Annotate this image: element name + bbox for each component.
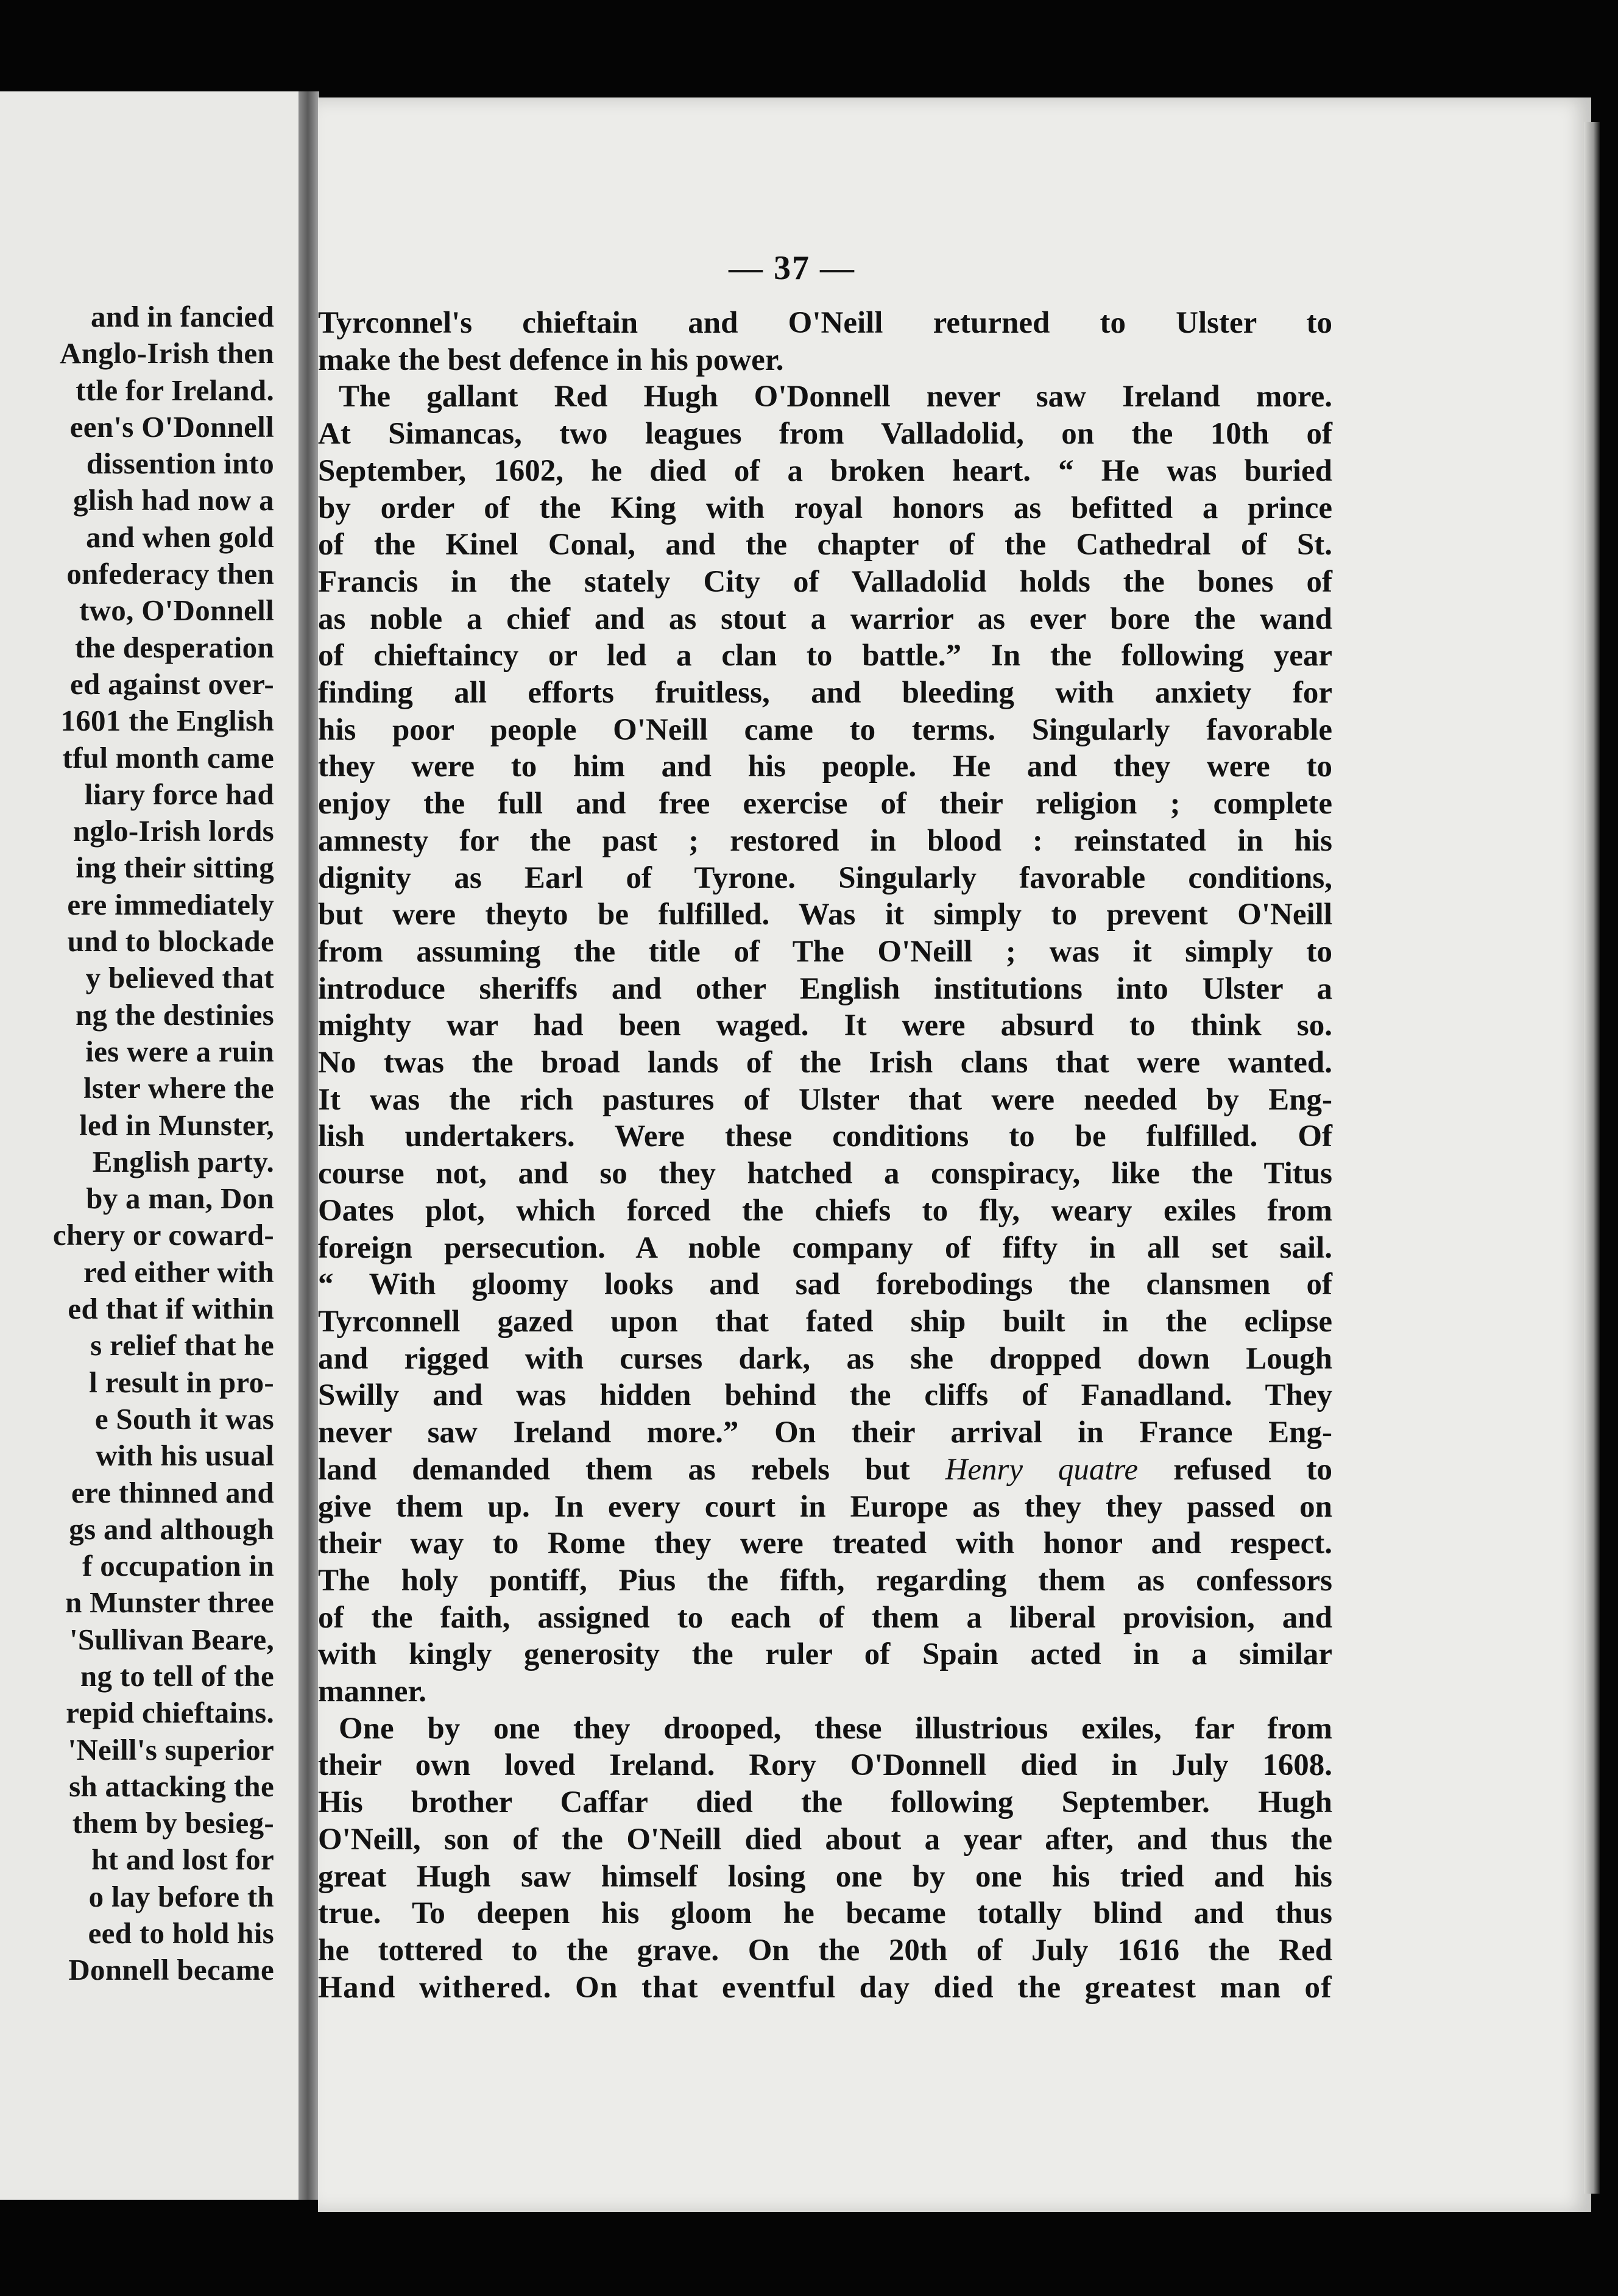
text-line: and rigged with curses dark, as she dropped down Lough — [318, 1341, 1332, 1376]
left-text-line: 1601 the English — [60, 704, 274, 738]
left-text-line: ng the destinies — [75, 997, 274, 1032]
text-line: his poor people O'Neill came to terms. Singularly favorable — [318, 712, 1332, 747]
left-text-line: red either with — [83, 1255, 274, 1289]
text-line: Oates plot, which forced the chiefs to fly, weary exiles from — [318, 1193, 1332, 1228]
text-line: foreign persecution. A noble company of fifty in all set sail. — [318, 1230, 1332, 1265]
left-page — [0, 91, 305, 2200]
left-text-line: ies were a ruin — [85, 1034, 274, 1068]
left-text-line: English party. — [92, 1144, 274, 1178]
text-line: Hand withered. On that eventful day died the greatest man of — [318, 1970, 1332, 2005]
page-number: — 37 — — [729, 249, 855, 287]
left-text-line: 'Sullivan Beare, — [69, 1622, 274, 1656]
text-line: O'Neill, son of the O'Neill died about a year after, and thus the — [318, 1822, 1332, 1857]
text-line: great Hugh saw himself losing one by one his tried and his — [318, 1859, 1332, 1894]
left-text-line: Anglo-Irish then — [60, 336, 274, 370]
italic-phrase: Henry quatre — [945, 1452, 1139, 1487]
left-text-line: n Munster three — [65, 1586, 274, 1620]
text-line: introduce sheriffs and other English institutions into Ulster a — [318, 971, 1332, 1006]
left-text-line: sh attacking the — [69, 1769, 274, 1803]
text-line: The holy pontiff, Pius the fifth, regarding them as confessors — [318, 1563, 1332, 1598]
text-line: Francis in the stately City of Valladolid holds the bones of — [318, 564, 1332, 599]
left-text-line: een's O'Donnell — [69, 409, 274, 444]
left-text-line: glish had now a — [73, 483, 274, 517]
text-line: It was the rich pastures of Ulster that were needed by Eng- — [318, 1082, 1332, 1117]
left-text-line: onfederacy then — [66, 557, 274, 591]
text-line: but were theyto be fulfilled. Was it simply to prevent O'Neill — [318, 898, 1332, 932]
left-text-line: chery or coward- — [52, 1218, 274, 1252]
left-text-line: ing their sitting — [76, 851, 274, 885]
left-text-line: repid chieftains. — [66, 1696, 274, 1730]
text-line: manner. — [318, 1674, 427, 1709]
text-line: At Simancas, two leagues from Valladolid, on the 10th of — [318, 417, 1332, 452]
text-line: “ With gloomy looks and sad forebodings the clansmen of — [318, 1267, 1332, 1302]
book-gutter — [299, 91, 319, 2200]
left-text-line: gs and although — [69, 1512, 274, 1546]
page-edge-shadow — [1584, 122, 1600, 2194]
text-line: course not, and so they hatched a conspiracy, like the Titus — [318, 1157, 1332, 1191]
text-line: as noble a chief and as stout a warrior as ever bore the wand — [318, 601, 1332, 636]
text-line: amnesty for the past ; restored in blood : reinstated in his — [318, 823, 1332, 858]
text-line: One by one they drooped, these illustrious exiles, far from — [339, 1711, 1332, 1746]
text-line: make the best defence in his power. — [318, 342, 784, 377]
text-line: their way to Rome they were treated with honor and respect. — [318, 1526, 1332, 1561]
left-text-line: nglo-Irish lords — [72, 814, 274, 848]
left-text-line: s relief that he — [90, 1328, 274, 1362]
text-line: The gallant Red Hugh O'Donnell never saw Ireland more. — [339, 380, 1332, 414]
text-line: from assuming the title of The O'Neill ; was it simply to — [318, 934, 1332, 969]
left-text-line: eed to hold his — [88, 1916, 274, 1951]
left-text-line: ed that if within — [68, 1292, 274, 1326]
text-line — [318, 1451, 1332, 1489]
text-line: His brother Caffar died the following September. Hugh — [318, 1785, 1332, 1820]
left-text-line: y believed that — [85, 961, 274, 995]
left-text-line: led in Munster, — [79, 1108, 274, 1142]
left-text-line: with his usual — [96, 1439, 274, 1473]
left-text-line: ed against over- — [69, 667, 274, 701]
left-text-line: and when gold — [86, 520, 274, 554]
text-segment: land demanded them as rebels but — [318, 1452, 910, 1487]
left-text-line: ng to tell of the — [80, 1659, 274, 1693]
left-text-line: ere thinned and — [71, 1475, 274, 1509]
left-text-line: ere immediately — [67, 887, 274, 921]
left-text-line: by a man, Don — [86, 1182, 274, 1216]
text-line: Tyrconnell gazed upon that fated ship built in the eclipse — [318, 1304, 1332, 1339]
left-text-line: tful month came — [62, 740, 274, 774]
left-text-line: and in fancied — [91, 300, 274, 333]
left-page-text-column — [0, 299, 274, 1989]
text-line: of the faith, assigned to each of them a liberal provision, and — [318, 1600, 1332, 1635]
left-text-line: lster where the — [83, 1071, 274, 1105]
left-text-line: e South it was — [94, 1401, 274, 1436]
text-line: Swilly and was hidden behind the cliffs of Fanadland. They — [318, 1378, 1332, 1413]
text-line: enjoy the full and free exercise of their religion ; complete — [318, 787, 1332, 821]
left-text-line: liary force had — [84, 777, 274, 811]
left-text-line: f occupation in — [82, 1549, 274, 1583]
text-segment: refused to — [1173, 1452, 1333, 1487]
left-text-line: o lay before th — [88, 1879, 274, 1913]
text-line: their own loved Ireland. Rory O'Donnell died in July 1608. — [318, 1748, 1332, 1783]
text-line: of chieftaincy or led a clan to battle.” In the following year — [318, 639, 1332, 673]
left-text-line: 'Neill's superior — [68, 1732, 274, 1766]
left-text-line: l result in pro- — [89, 1365, 274, 1399]
text-line: September, 1602, he died of a broken heart. “ He was buried — [318, 453, 1332, 488]
left-text-line: dissention into — [86, 447, 274, 481]
text-line: they were to him and his people. He and they were to — [318, 749, 1332, 784]
text-line: he tottered to the grave. On the 20th of July 1616 the Red — [318, 1933, 1332, 1968]
left-text-line: two, O'Donnell — [79, 593, 274, 628]
left-text-line: the desperation — [74, 630, 274, 664]
left-text-line: und to blockade — [67, 924, 274, 958]
text-line: with kingly generosity the ruler of Spain acted in a similar — [318, 1637, 1332, 1672]
left-text-line: ht and lost for — [91, 1843, 274, 1877]
left-text-line: ttle for Ireland. — [76, 373, 274, 407]
text-line: of the Kinel Conal, and the chapter of the Cathedral of St. — [318, 528, 1332, 562]
main-text-column — [318, 305, 1332, 2006]
text-line: give them up. In every court in Europe as they they passed on — [318, 1489, 1332, 1524]
text-line: Tyrconnel's chieftain and O'Neill returned to Ulster to — [318, 306, 1332, 340]
text-line: by order of the King with royal honors as befitted a prince — [318, 491, 1332, 525]
left-text-line: Donnell became — [68, 1953, 274, 1987]
text-line: dignity as Earl of Tyrone. Singularly favorable conditions, — [318, 860, 1332, 895]
left-text-line: them by besieg- — [72, 1806, 274, 1840]
text-line: mighty war had been waged. It were absurd to think so. — [318, 1008, 1332, 1043]
text-line: lish undertakers. Were these conditions to be fulfilled. Of — [318, 1119, 1332, 1154]
text-line: never saw Ireland more.” On their arrival in France Eng- — [318, 1416, 1332, 1450]
text-line: true. To deepen his gloom he became totally blind and thus — [318, 1896, 1332, 1931]
text-line: finding all efforts fruitless, and bleeding with anxiety for — [318, 676, 1332, 710]
text-line: No twas the broad lands of the Irish clans that were wanted. — [318, 1046, 1332, 1080]
